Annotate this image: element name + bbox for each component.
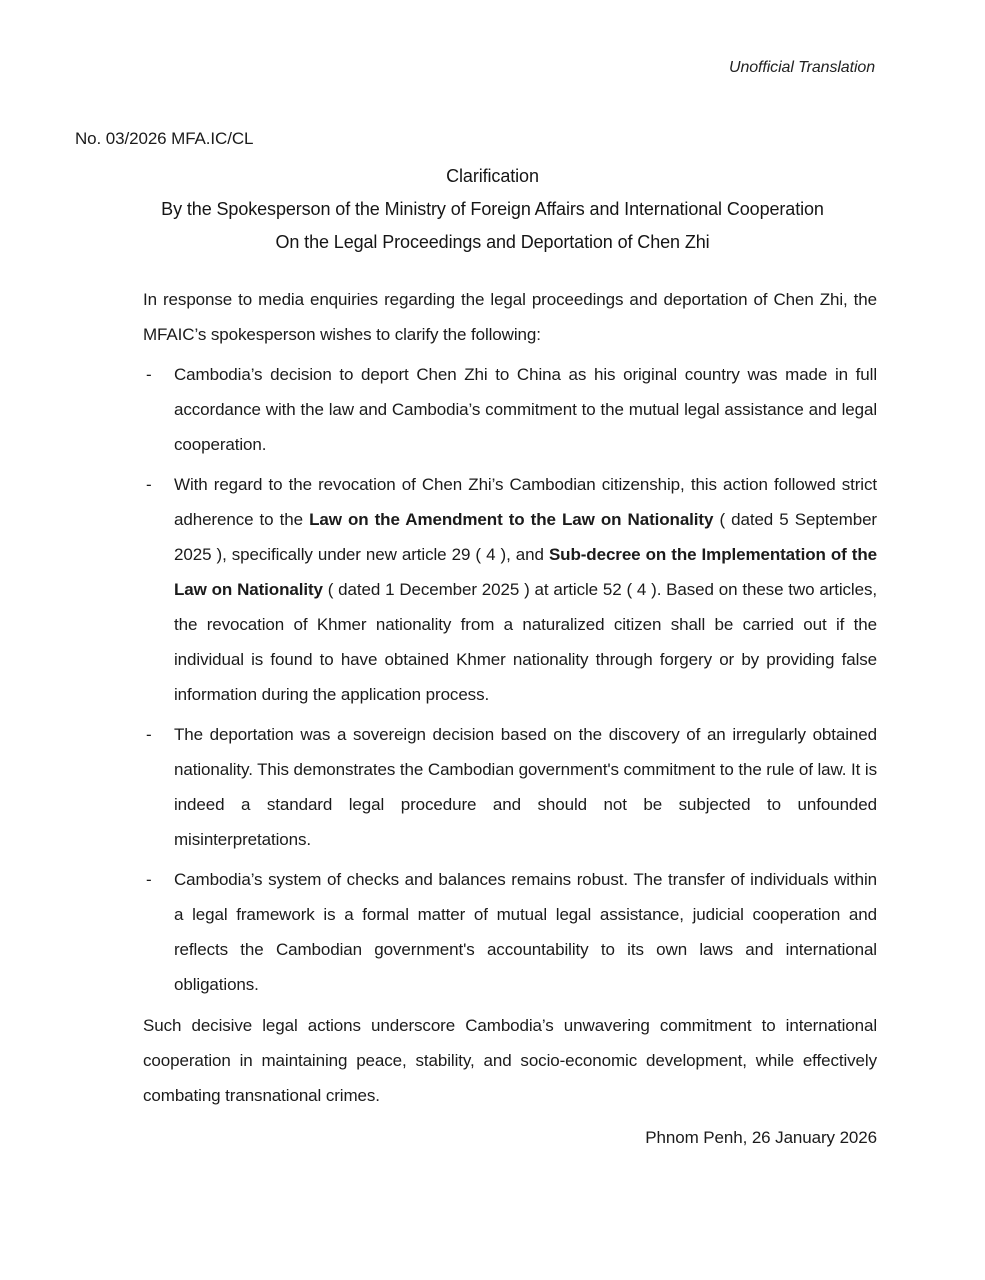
reference-number: No. 03/2026 MFA.IC/CL [75,129,254,148]
bullet-marker: - [146,870,152,889]
document-subtitle-2: On the Legal Proceedings and Deportation of Chen Zhi [275,232,710,252]
bullet-text: Cambodia’s system of checks and balances remains robust. The transfer of individuals within a legal framework is a formal matter of mutual legal assistance, judicial cooperation and reflects the Cambodian government's accountability to its own laws and international obligations. [174,870,877,994]
title-block [0,160,985,259]
document-body [143,282,877,1155]
bullet-text: With regard to the revocation of Chen Zhi’s Cambodian citizenship, this action followed strict adherence to the Law on the Amendment to the Law on Nationality ( dated 5 September 2025 ), specifically under new article 29 ( 4 ), and Sub-decree on the Implementation of the Law on Nationality ( dated 1 December 2025 ) at article 52 ( 4 ). Based on these two articles, the revocation of Khmer nationality from a naturalized citizen shall be carried out if the individual is found to have obtained Khmer nationality through forgery or by providing false information during the application process. [174,475,877,704]
bullet-list [143,357,877,1002]
bullet-text: Cambodia’s decision to deport Chen Zhi to China as his original country was made in full accordance with the law and Cambodia’s commitment to the mutual legal assistance and legal cooperation. [174,365,877,454]
unofficial-translation-note: Unofficial Translation [728,59,875,76]
list-item [143,357,877,462]
list-item [143,467,877,712]
intro-paragraph: In response to media enquiries regarding the legal proceedings and deportation of Chen Zhi, the MFAIC’s spokesperson wishes to clarify the following: [143,290,877,344]
list-item [143,717,877,857]
list-item [143,862,877,1002]
bullet-text: The deportation was a sovereign decision based on the discovery of an irregularly obtained nationality. This demonstrates the Cambodian government's commitment to the rule of law. It is indeed a standard legal procedure and should not be subjected to unfounded misinterpretations. [174,725,877,849]
closing-paragraph: Such decisive legal actions underscore Cambodia’s unwavering commitment to international cooperation in maintaining peace, stability, and socio-economic development, while effectively combating transnational crimes. [143,1016,877,1105]
bullet-marker: - [146,475,152,494]
dateline: Phnom Penh, 26 January 2026 [645,1128,877,1147]
bullet-marker: - [146,365,152,384]
document-subtitle-1: By the Spokesperson of the Ministry of Foreign Affairs and International Cooperation [161,199,824,219]
document-title: Clarification [446,166,539,186]
bullet-marker: - [146,725,152,744]
